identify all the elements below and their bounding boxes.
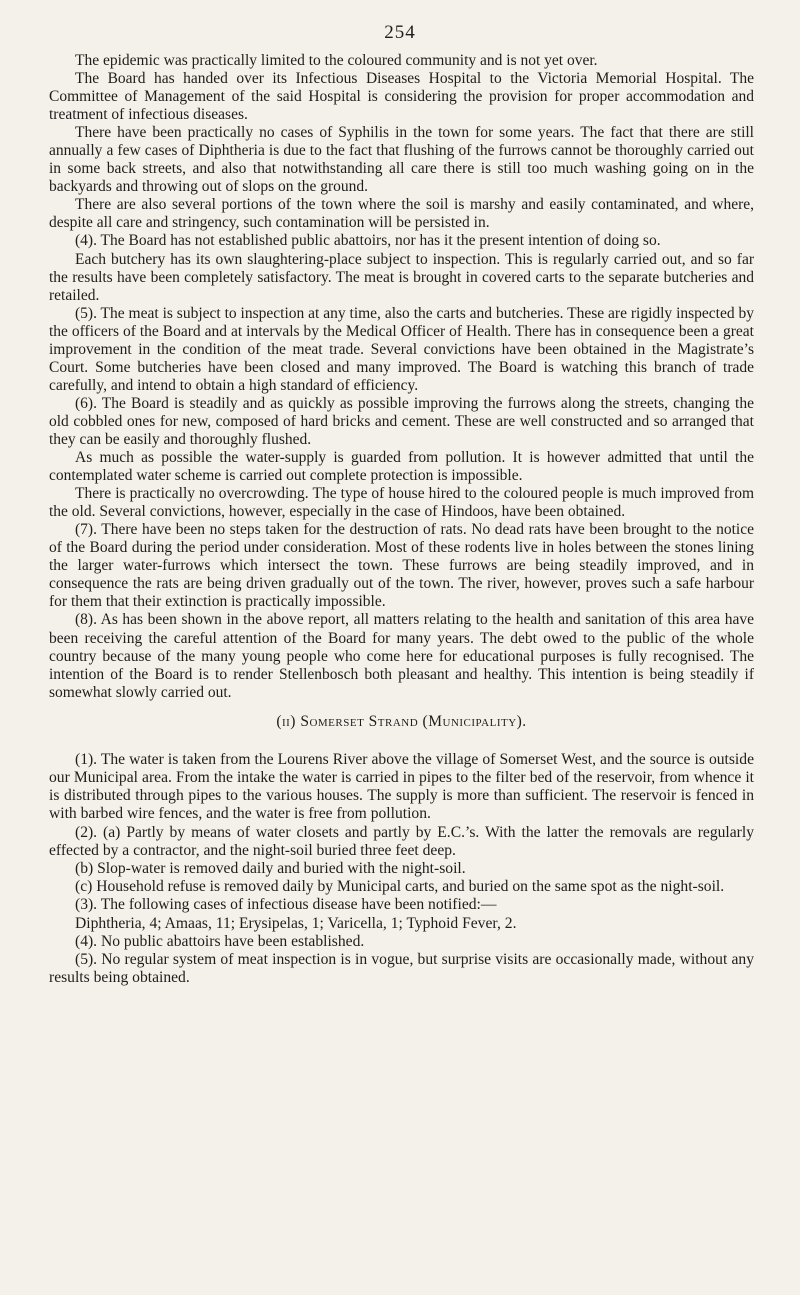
paragraph: (4). No public abattoirs have been established.	[75, 932, 365, 950]
paragraph: (8). As has been shown in the above report, all matters relating to the health and sanitation of this area have been receiving the careful attention of the Board for many years. The debt owed to the public of the whole country because of the many young people who come here for educational purposes is fully recognised. The intention of the Board is to render Stellenbosch both pleasant and healthy. This intention is being steadily if somewhat slowly carried out.	[49, 611, 754, 701]
paragraph: (5). No regular system of meat inspection is in vogue, but surprise visits are occasionally made, without any results being obtained.	[49, 950, 754, 987]
paragraph: (2). (a) Partly by means of water closets and partly by E.C.’s. With the latter the removals are regularly effected by a contractor, and the night-soil buried three feet deep.	[49, 823, 754, 859]
paragraph: Diphtheria, 4; Amaas, 11; Erysipelas, 1; Varicella, 1; Typhoid Fever, 2.	[75, 914, 517, 932]
paragraph: (7). There have been no steps taken for the destruction of rats. No dead rats have been brought to the notice of the Board during the period under consideration. Most of these rodents live in holes between the stones lining the larger water-furrows which intersect the town. These furrows are being steadily improved, and in consequence the rats are being driven gradually out of the town. The river, however, proves such a safe harbour for them that their extinction is practically impossible.	[49, 521, 754, 611]
section-somerset-strand	[49, 751, 754, 988]
paragraph: There have been practically no cases of Syphilis in the town for some years. The fact that there are still annually a few cases of Diphtheria is due to the fact that flushing of the furrows cannot be thoroughly carried out in some back streets, and also that notwithstanding all care there is still too much washing going on in the backyards and throwing out of slops on the ground.	[49, 124, 754, 196]
paragraph: (5). The meat is subject to inspection at any time, also the carts and butcheries. These are rigidly inspected by the officers of the Board and at intervals by the Medical Officer of Health. There has in consequence been a great improvement in the condition of the meat trade. Several convictions have been obtained in the Magistrate’s Court. Some butcheries have been closed and many improved. The Board is watching this branch of trade carefully, and intend to obtain a high standard of efficiency.	[49, 304, 754, 394]
page-number: 254	[384, 22, 416, 43]
section-heading: (ii) Somerset Strand (Municipality).	[276, 712, 527, 730]
paragraph: (b) Slop-water is removed daily and buried with the night-soil.	[75, 859, 466, 877]
paragraph: (c) Household refuse is removed daily by Municipal carts, and buried on the same spot as the night-soil.	[75, 878, 725, 896]
paragraph: There is practically no overcrowding. The type of house hired to the coloured people is much improved from the old. Several convictions, however, especially in the case of Hindoos, have been obtained.	[49, 485, 754, 521]
paragraph: Each butchery has its own slaughtering-place subject to inspection. This is regularly carried out, and so far the results have been completely satisfactory. The meat is brought in covered carts to the separate butcheries and retailed.	[49, 250, 754, 304]
paragraph: As much as possible the water-supply is guarded from pollution. It is however admitted that until the contemplated water scheme is carried out complete protection is impossible.	[49, 449, 754, 485]
paragraph: (4). The Board has not established public abattoirs, nor has it the present intention of doing so.	[75, 232, 661, 250]
page-body	[49, 52, 754, 987]
paragraph: (6). The Board is steadily and as quickly as possible improving the furrows along the streets, changing the old cobbled ones for new, composed of hard bricks and cement. These are well constructed and so arranged that they can be easily and thoroughly flushed.	[49, 394, 754, 448]
paragraph: The epidemic was practically limited to the coloured community and is not yet over.	[75, 52, 598, 69]
paragraph: (1). The water is taken from the Lourens River above the village of Somerset West, and the source is outside our Municipal area. From the intake the water is carried in pipes to the filter bed of the reservoir, from whence it is distributed through pipes to the various houses. The supply is more than sufficient. The reservoir is fenced in with barbed wire fences, and the water is free from pollution.	[49, 750, 754, 823]
paragraph: (3). The following cases of infectious disease have been notified:—	[75, 896, 497, 914]
paragraph: The Board has handed over its Infectious Diseases Hospital to the Victoria Memorial Hospital. The Committee of Management of the said Hospital is considering the provision for proper accommodation and treatment of infectious diseases.	[49, 70, 754, 124]
paragraph: There are also several portions of the town where the soil is marshy and easily contaminated, and where, despite all care and stringency, such contamination will be persisted in.	[49, 196, 754, 232]
